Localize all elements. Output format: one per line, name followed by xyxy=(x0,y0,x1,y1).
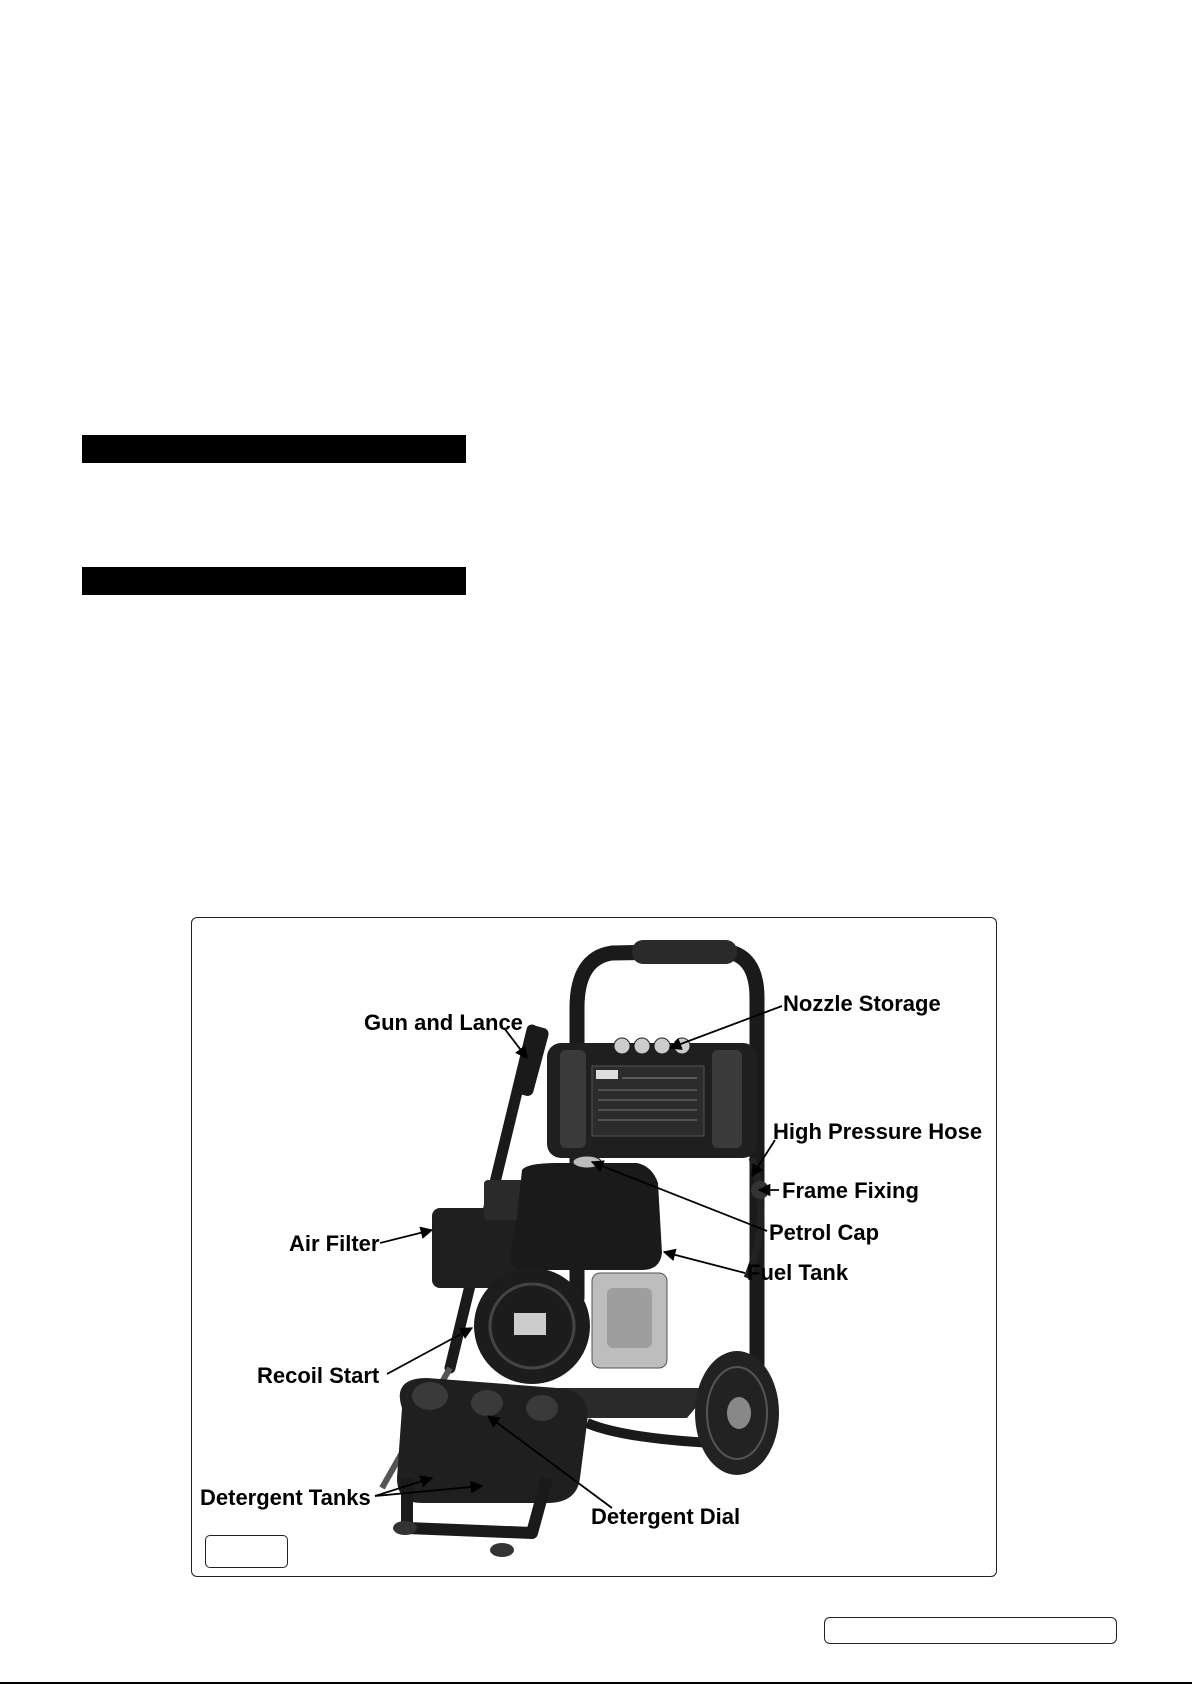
figure-number-box xyxy=(205,1535,288,1568)
callout-detergent-dial: Detergent Dial xyxy=(591,1504,741,1529)
footer-rule xyxy=(0,1682,1192,1684)
callout-gun-and-lance: Gun and Lance xyxy=(364,1010,523,1035)
callout-detergent-tanks: Detergent Tanks xyxy=(200,1485,371,1510)
callout-recoil-start: Recoil Start xyxy=(257,1363,380,1388)
callout-frame-fixing: Frame Fixing xyxy=(782,1178,919,1203)
product-illustration xyxy=(192,918,998,1578)
callout-nozzle-storage: Nozzle Storage xyxy=(783,991,941,1016)
callout-air-filter: Air Filter xyxy=(289,1231,380,1256)
section-heading-bar-2 xyxy=(82,567,466,595)
callout-high-pressure-hose: High Pressure Hose xyxy=(773,1119,983,1144)
callout-petrol-cap: Petrol Cap xyxy=(769,1220,880,1245)
section-heading-bar-1 xyxy=(82,435,466,463)
product-figure xyxy=(191,917,997,1577)
page-reference-box xyxy=(824,1617,1117,1644)
callout-fuel-tank: Fuel Tank xyxy=(747,1260,849,1285)
